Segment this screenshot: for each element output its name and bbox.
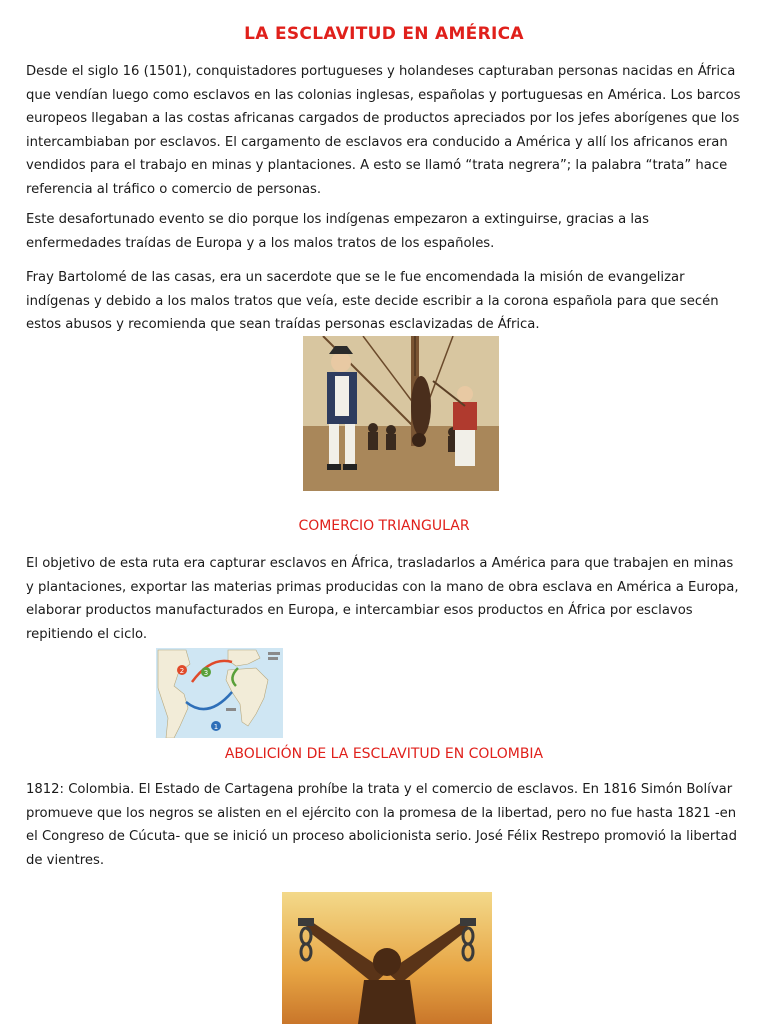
section-title-comercio: COMERCIO TRIANGULAR: [298, 518, 470, 534]
map-step-2: 2: [179, 667, 185, 675]
section-title-abolicion: ABOLICIÓN DE LA ESCLAVITUD EN COLOMBIA: [224, 746, 544, 762]
paragraph-comercio: El objetivo de esta ruta era capturar esclavos en África, trasladarlos a América para que trabajen en minas y plantaciones, exportar las materias primas producidas con la mano de obra esclava en América a Europa, elaborar productos manufacturados en Europa, e intercambiar esos productos en África por esclavos repitiendo el ciclo.: [26, 556, 739, 642]
paragraph-abolicion: 1812: Colombia. El Estado de Cartagena prohíbe la trata y el comercio de esclavos. En 1816 Simón Bolívar promueve que los negros se alisten en el ejército con la promesa de la libertad, pero no fue hasta 1821 -en el Congreso de Cúcuta- que se inició un proceso abolicionista serio. José Félix Restrepo promovió la libertad de vientres.: [26, 782, 737, 868]
paragraph-extinction: Este desafortunado evento se dio porque los indígenas empezaron a extinguirse, gracias a las enfermedades traídas de Europa y a los malos tratos de los españoles.: [26, 212, 649, 251]
page-title: LA ESCLAVITUD EN AMÉRICA: [244, 24, 524, 44]
ship-deck-illustration-icon: [303, 336, 499, 491]
map-step-1: 1: [213, 723, 219, 731]
map-step-3: 3: [203, 669, 209, 677]
paragraph-fray-bartolome: Fray Bartolomé de las casas, era un sacerdote que se le fue encomendada la misión de evangelizar indígenas y debido a los malos tratos que veía, este decide escribir a la corona española para que secén estos abusos y recomienda que sean traídas personas esclavizadas de África.: [26, 270, 719, 333]
broken-chains-illustration-icon: [282, 892, 492, 1024]
triangular-trade-map-icon: [156, 648, 283, 738]
paragraph-intro: Desde el siglo 16 (1501), conquistadores portugueses y holandeses capturaban personas nacidas en África que vendían luego como esclavos en las colonias inglesas, españolas y portuguesas en América. Los barcos europeos llegaban a las costas africanas cargados de productos apreciados por los jefes aborígenes que los intercambiaban por esclavos. El cargamento de esclavos era conducido a América y allí los africanos eran vendidos para el trabajo en minas y plantaciones. A esto se llamó “trata negrera”; la palabra “trata” hace referencia al tráfico o comercio de personas.: [26, 64, 741, 197]
